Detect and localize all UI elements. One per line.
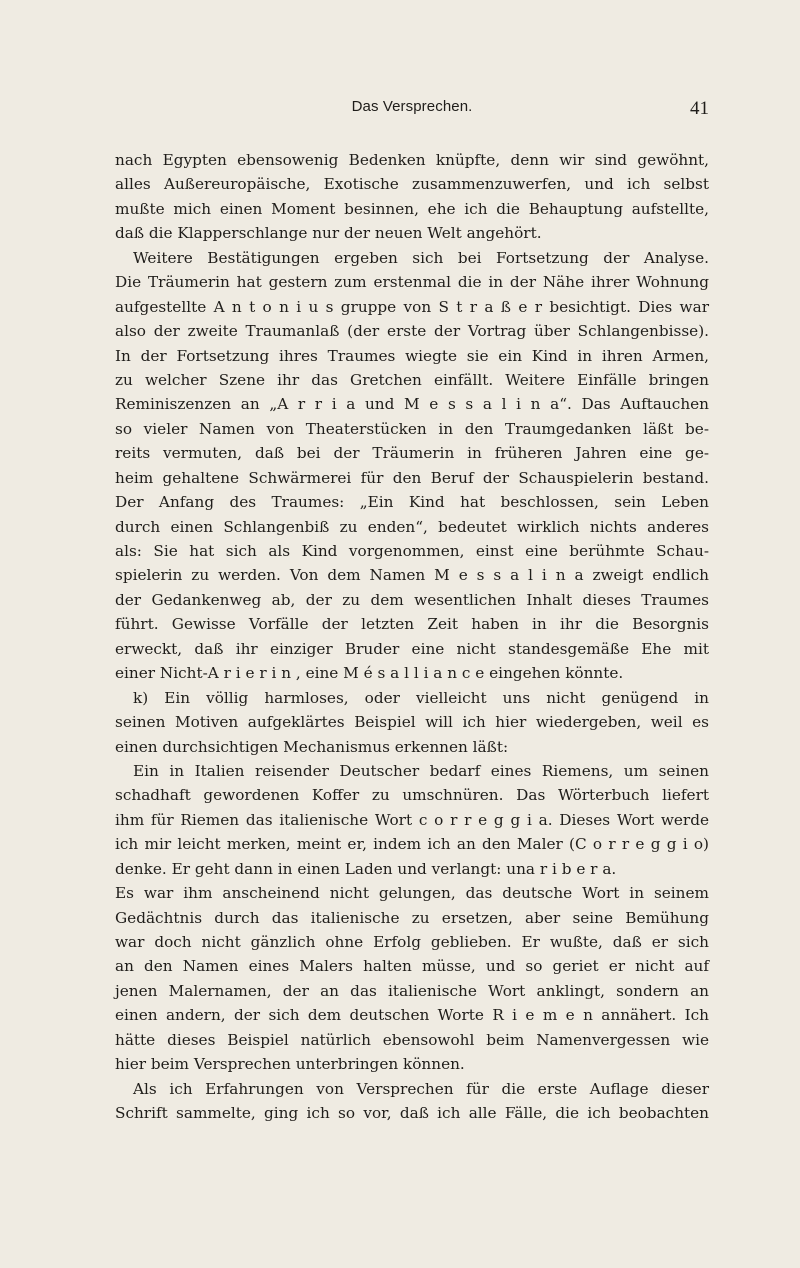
text-line: der Gedankenweg ab, der zu dem wesentlichen Inhalt dieses Traumes [115,590,709,609]
text-line: Ein in Italien reisender Deutscher bedarf eines Riemens, um seinen [133,761,709,780]
text-line: seinen Motiven aufgeklärtes Beispiel will ich hier wiedergeben, weil es [115,713,709,732]
text-line: führt. Gewisse Vorfälle der letzten Zeit haben in ihr die Besorgnis [115,615,709,634]
text-line: einen andern, der sich dem deutschen Worte R i e m e n annähert. Ich [115,1006,709,1025]
text-line: schadhaft gewordenen Koffer zu umschnüren. Das Wörterbuch liefert [115,786,709,805]
text-line: einen durchsichtigen Mechanismus erkennen läßt: [115,737,509,756]
text-line: erweckt, daß ihr einziger Bruder eine nicht standesgemäße Ehe mit [115,639,709,658]
text-line: denke. Er geht dann in einen Laden und verlangt: una r i b e r a. [115,859,617,878]
text-line: einer Nicht-A r i e r i n , eine M é s a l l i a n c e eingehen könnte. [115,664,624,683]
text-line: ich mir leicht merken, meint er, indem ich an den Maler (C o r r e g g i o) [115,835,709,854]
text-line: k) Ein völlig harmloses, oder vielleicht uns nicht genügend in [133,688,709,707]
text-line: reits vermuten, daß bei der Träumerin in früheren Jahren eine ge- [115,444,709,463]
text-line: Als ich Erfahrungen von Versprechen für die erste Auflage dieser [133,1079,709,1098]
text-line: Schrift sammelte, ging ich so vor, daß ich alle Fälle, die ich beobachten [115,1104,709,1123]
page-header [115,98,709,128]
text-line: aufgestellte A n t o n i u s gruppe von S t r a ß e r besichtigt. Dies war [115,297,709,316]
running-head: Das Versprechen. [351,98,473,115]
text-line: durch einen Schlangenbiß zu enden“, bedeutet wirklich nichts anderes [115,517,709,536]
text-line: Die Träumerin hat gestern zum erstenmal die in der Nähe ihrer Wohnung [115,273,709,292]
text-line: Der Anfang des Traumes: „Ein Kind hat beschlossen, sein Leben [115,493,709,512]
text-line: Reminiszenzen an „A r r i a und M e s s a l i n a“. Das Auftauchen [115,395,709,414]
text-line: so vieler Namen von Theaterstücken in den Traumgedanken läßt be- [115,419,709,438]
text-line: hätte dieses Beispiel natürlich ebensowohl beim Namenvergessen wie [115,1030,709,1049]
text-line: Gedächtnis durch das italienische zu ersetzen, aber seine Bemühung [115,908,709,927]
text-line: ihm für Riemen das italienische Wort c o r r e g g i a. Dieses Wort werde [115,810,709,829]
text-line: daß die Klapperschlange nur der neuen Welt angehört. [115,224,542,243]
text-line: alles Außereuropäische, Exotische zusammenzuwerfen, und ich selbst [115,175,709,194]
page-number: 41 [690,98,709,119]
text-line: Weitere Bestätigungen ergeben sich bei Fortsetzung der Analyse. [133,248,709,267]
text-line: nach Egypten ebensowenig Bedenken knüpfte, denn wir sind gewöhnt, [115,151,709,169]
text-line: Es war ihm anscheinend nicht gelungen, das deutsche Wort in seinem [115,884,709,903]
body-text [115,148,709,1126]
text-line: also der zweite Traumanlaß (der erste der Vortrag über Schlangenbisse). [115,322,709,341]
text-line: war doch nicht gänzlich ohne Erfolg geblieben. Er wußte, daß er sich [115,933,709,951]
text-line: als: Sie hat sich als Kind vorgenommen, einst eine berühmte Schau- [115,542,709,560]
text-line: an den Namen eines Malers halten müsse, und so geriet er nicht auf [115,957,709,976]
text-line: mußte mich einen Moment besinnen, ehe ich die Behauptung aufstellte, [115,199,709,218]
text-line: jenen Malernamen, der an das italienische Wort anklingt, sondern an [115,981,709,1000]
text-line: heim gehaltene Schwärmerei für den Beruf der Schauspielerin bestand. [115,468,709,487]
text-line: In der Fortsetzung ihres Traumes wiegte sie ein Kind in ihren Armen, [115,346,709,365]
text-line: zu welcher Szene ihr das Gretchen einfällt. Weitere Einfälle bringen [115,370,709,389]
text-line: spielerin zu werden. Von dem Namen M e s s a l i n a zweigt endlich [115,566,709,585]
text-line: hier beim Versprechen unterbringen können. [115,1055,465,1074]
